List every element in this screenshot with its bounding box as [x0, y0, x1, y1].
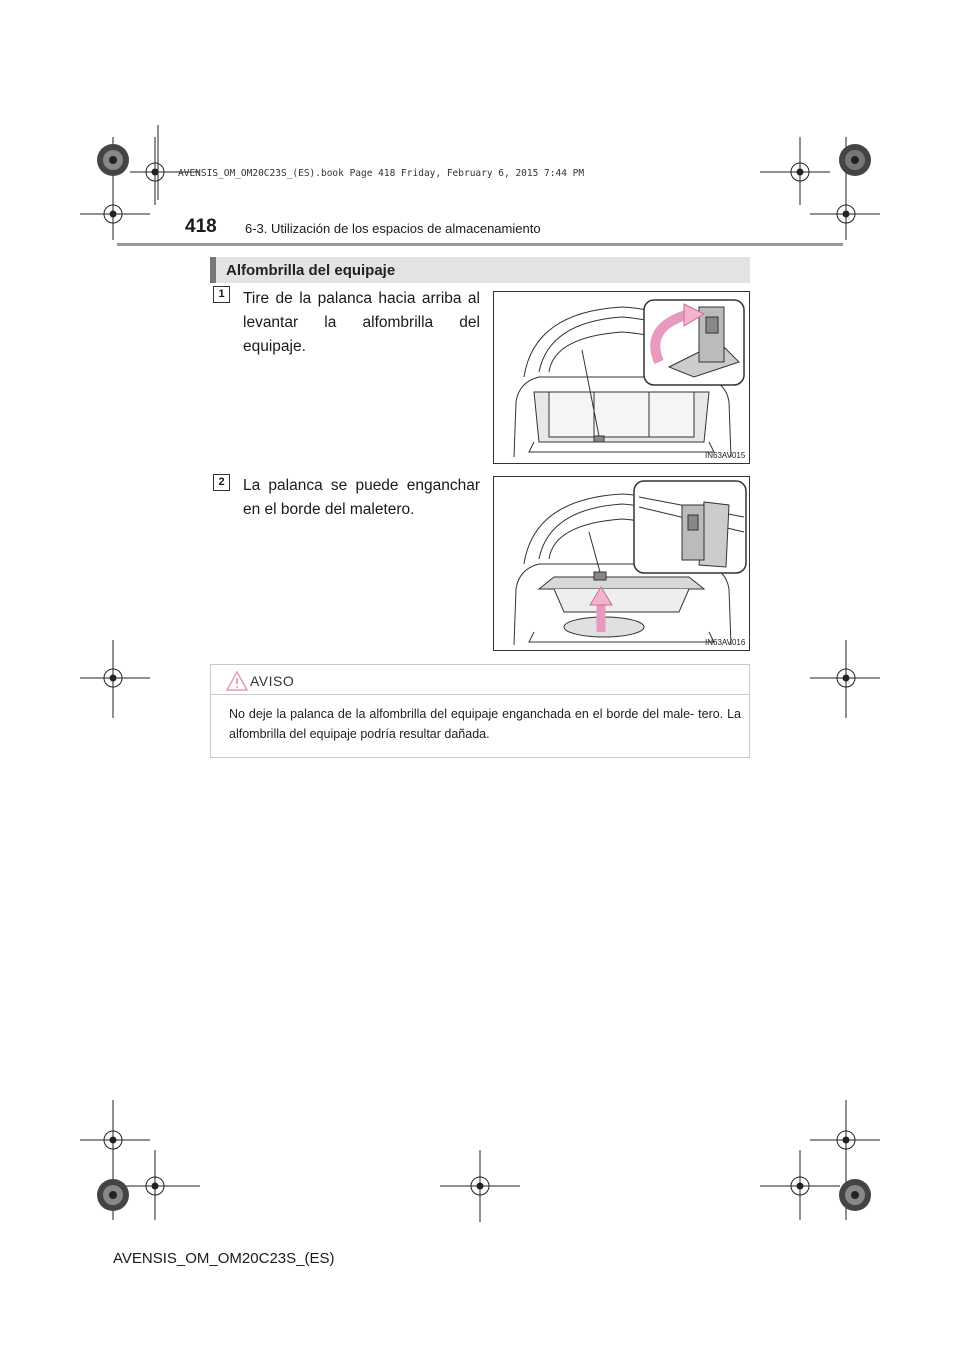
trunk-illustration-1 [494, 292, 749, 463]
figure-lift-mat [493, 291, 750, 464]
figure-code-2: IN63AV016 [705, 638, 746, 647]
step-1-text: Tire de la palanca hacia arriba al levantar la alfombrilla del equipaje. [243, 290, 480, 355]
trunk-illustration-2 [494, 477, 749, 650]
warning-title: AVISO [250, 673, 295, 689]
header-rule [117, 243, 843, 246]
page-number: 418 [185, 216, 217, 237]
footer-book-code: AVENSIS_OM_OM20C23S_(ES) [113, 1250, 335, 1267]
step-2-text: La palanca se puede enganchar en el borde del maletero. [243, 477, 480, 518]
warning-divider [210, 694, 750, 695]
step-2-badge: 2 [213, 474, 230, 491]
warning-text: No deje la palanca de la alfombrilla del equipaje enganchada en el borde del male- tero. La alfombrilla del equipaje podría resultar dañada. [229, 707, 741, 741]
book-info-line: AVENSIS_OM_OM20C23S_(ES).book Page 418 Friday, February 6, 2015 7:44 PM [178, 168, 585, 179]
step-1-badge: 1 [213, 286, 230, 303]
section-title: 6-3. Utilización de los espacios de almacenamiento [245, 221, 541, 236]
section-heading: Alfombrilla del equipaje [226, 262, 396, 279]
figure-hook-lever [493, 476, 750, 651]
warning-triangle-icon [226, 671, 248, 691]
figure-code-1: IN63AV015 [705, 451, 746, 460]
